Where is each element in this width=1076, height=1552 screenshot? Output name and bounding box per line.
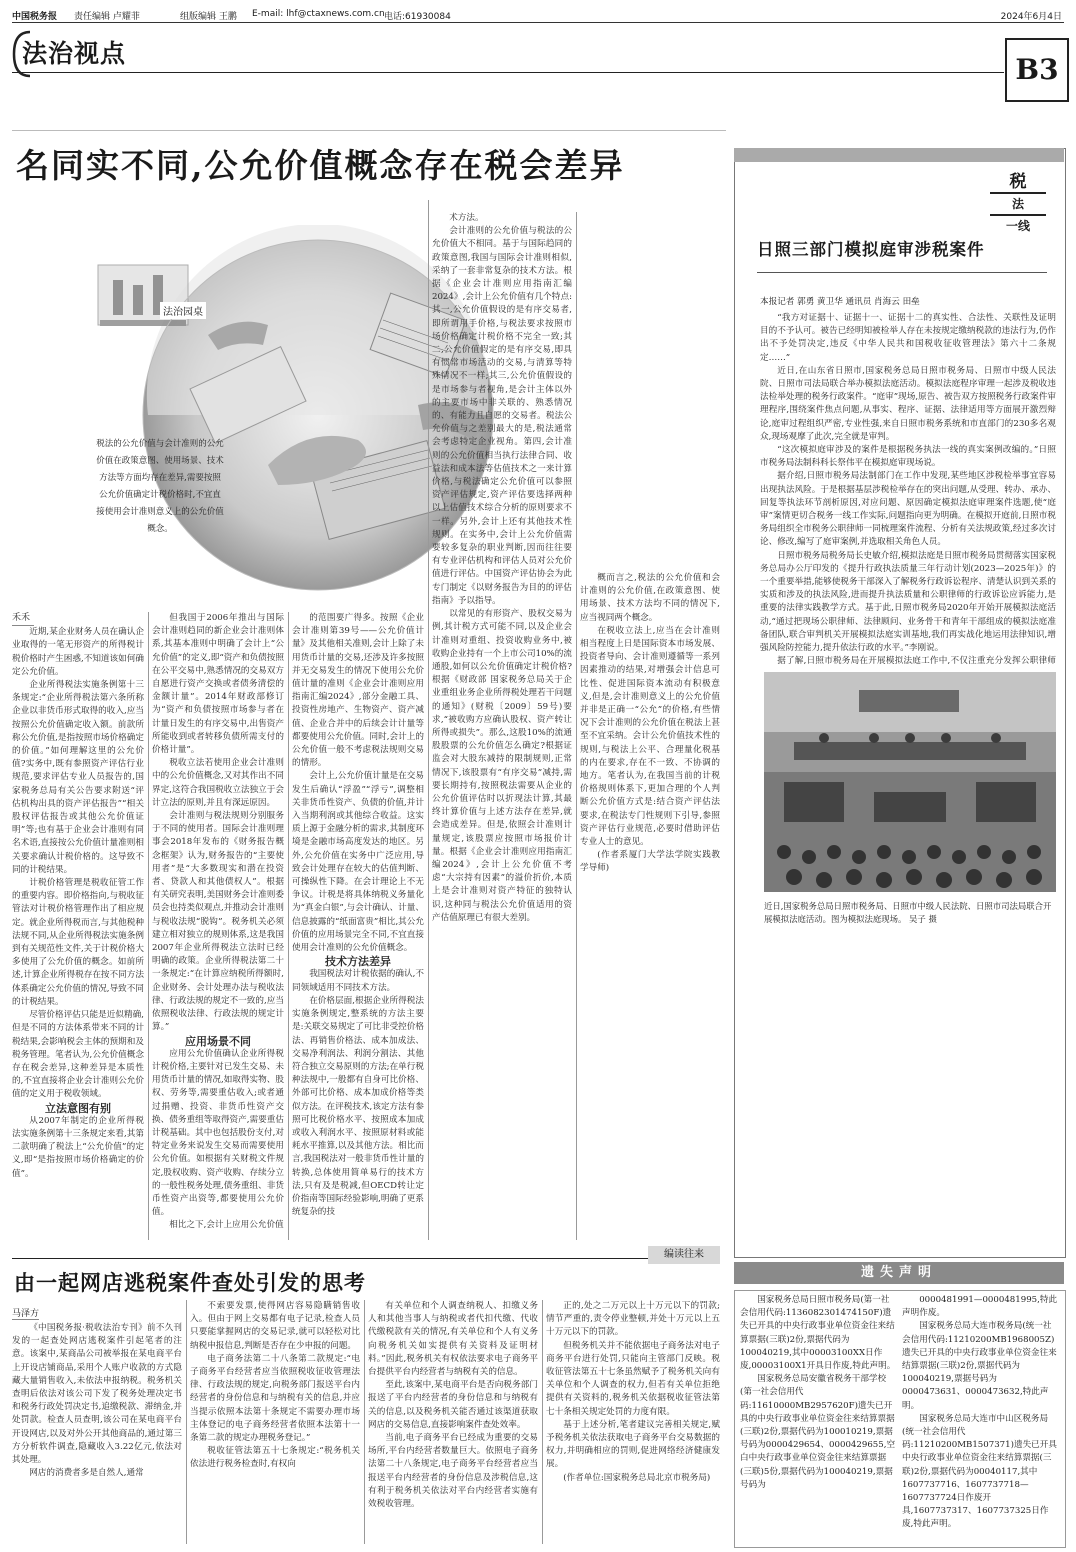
- paragraph: 我国税法对计税依据的确认,不同领域适用不同技术方法。: [292, 969, 424, 993]
- bottom-column-2: [190, 1300, 360, 1544]
- paragraph: 税收立法若使用企业会计准则中的公允价值概念,又对其作出不同界定,这符合我国税收立法独立于会计立法的原则,并且有深远原因。: [152, 758, 284, 808]
- notice-column-2: [902, 1294, 1058, 1542]
- paragraph: 但税务机关并不能依据电子商务法对电子商务平台进行处罚,只能向主管部门反映。税收征管法第五十七条虽然赋予了税务机关向有关单位和个人调查的权力,但若有关单位拒绝提供有关资料的,税务机关依据税收征管法第七十条相关规定处罚的力度有限。: [546, 1340, 720, 1417]
- paragraph: 计税价格管理是税收征管工作的重要内容。即价格指向,与税收征管法对计税价格管理作出了相应规定。就企业所得税而言,与其他税种法规不同,从企业所得税法实施条例到有关规范性文件,关于计税价格大多使用了公允价值的概念。如前所述,计算企业所得税存在按不同方法体系确定公允价值的情况,导致不同的计税结果。: [12, 878, 144, 1007]
- paragraph: 会计上,公允价值计量是在交易发生后确认“浮盈”“浮亏”,调整相关非货币性资产、负债的价值,并计入当期利润或其他综合收益。这实质上源于金融分析的需求,其制度环境是金融市场高度发达的地区。另外,公允价值在实务中广泛应用,导致会计处理存在较大的估值判断、可操纵性下降。在会计理论上不无争议。计税是将具体纳税义务量化为“真金白银”,与会计确认、计量、信息披露的“纸面富贵”相比,其公允价值的应用场景完全不同,不宜直接使用会计准则的公允价值概念。: [292, 771, 424, 954]
- paragraph: 据介绍,日照市税务局法制部门在工作中发现,某些地区涉税检举事宜容易出现执法风险。于是根据基层涉税检举存在的突出问题,从受理、转办、承办、回复等执法环节剖析原因,对应问题、原因确定模拟法庭审理案件选题,使“庭审”案情更切合税务一线工作实际,问题指向更为明确。在模拟开庭前,日照市税务局组织全市税务公职律师一同梳理案件流程、分析有关法规政策,经过多次讨论、修改,编写了庭审案例,并选取相关角色人员。: [760, 471, 1056, 548]
- section-rule: [12, 72, 1004, 73]
- paragraph: 近日,在山东省日照市,国家税务总局日照市税务局、日照市中级人民法院、日照市司法局联合举办模拟法庭活动。模拟法庭程序审理一起涉及税收违法检举处理的税务行政案件。“庭审”现场,原告、被告双方按照税务行政案件审理程序,围绕案件焦点问题,从事实、程序、证据、法律适用等方面展开激烈辩论,庭审过程组织严密,专业性强,来自日照市税务系统和市直部门的230多名观众,现场观摩了此次,完全就是审判。: [760, 365, 1056, 442]
- notice-column-1: [740, 1294, 896, 1542]
- issue-date: 2024年6月4日: [1000, 12, 1062, 22]
- paragraph: 网店的消费者多是自然人,通常: [29, 1468, 144, 1479]
- email: E-mail: lhf@ctaxnews.com.cn: [252, 9, 385, 19]
- divider: [757, 272, 1047, 273]
- paragraph: 会计准则与税法规则分别服务于不同的使用者。国际会计准则理事会2018年发布的《财务报告概念框架》认为,财务报告的“主要使用者”是“大多数现实和潜在投资者、贷款人和其他债权人”。根据有关研究表明,美国财务会计准则委员会也持类似观点,并推动会计准则与税收法规“脱钩”。税务机关必须建立相对独立的规则体系,这是我国2007年企业所得税法立法时已经明确的政策。企业所得税法第二十一条规定:“在计算应纳税所得额时,企业财务、会计处理办法与税收法律、行政法规的规定不一致的,应当依照税收法律、行政法规的规定计算。”: [152, 811, 284, 1033]
- column-tag: 编读往来: [648, 1246, 720, 1264]
- bottom-column-4: [546, 1300, 720, 1544]
- paragraph: 当前,电子商务平台已经成为重要的交易场所,平台内经营者数量巨大。依照电子商务法第二十八条规定,电子商务平台经营者应当报送平台内经营者的身份信息及涉税信息,这有利于税务机关依法对平台内经营者实施有效税收管理。: [368, 1433, 538, 1510]
- paragraph: 的范围要广得多。按照《企业会计准则第39号——公允价值计量》及其他相关准则,会计上除了未用货币计量的交易,还涉及许多按照并无交易发生的情况下使用公允价值计量的准则《企业会计准则应用指南汇编2024》,部分金融工具、投资性房地产、生物资产、资产减值、企业合并中的后续会计计量等都要使用公允价值。同时,会计上的公允价值一般不考虑税法规则交易的情形。: [292, 613, 424, 769]
- paragraph: 以常见的有形资产、股权交易为例,其计税方式可能不同,以及企业会计准则对重组、投资收购业务中,被收购企业持有一个上市公司10%的流通股,如何以公允价值确定计税价格?根据《财政部 国家税务总局关于企业重组业务企业所得税处理若干问题的通知》(财税〔2009〕59号)要求,“被收购方应确认股权、资产转让所得或损失”。那么,这股10%的流通股股票的公允价值怎么确定?根据证监会对大股东减持的限制规则,正常情况下,该股票有“有序交易”减持,需要长期持有,按照税法需要从企业的公允价值评估时以折现法计算,其最终计算价值与上述方法存在差异,就会造成差异。但是,依照会计准则计量规定,该股票应按照市场报价计量。根据《企业会计准则应用指南汇编2024》,会计上公允价值不考虑“大宗持有因素”的溢价折价,本质上是会计准则对资产特征的独特认识,这种同与税法公允价值适用的资产估值原理已有很大差别。: [432, 609, 572, 923]
- notice-title: 遗失声明: [734, 1262, 1064, 1284]
- notice-item: 国家税务总局安徽省税务干部学校(第一社会信用代码:11610000MB2957620F)遗失已开具的中央行政事业单位资金往来结算票据(三联)2份,票据代码为100010219,票据号码为0000429654、0000429655,空白中央行政事业单位资金往来结算票据(三联)5份,票据代码为100040219,票据号码为: [740, 1374, 896, 1490]
- bottom-headline: 由一起网店逃税案件查处引发的思考: [14, 1270, 366, 1295]
- paragraph: 尽管价格评估只能是近似精确,但是不同的方法体系带来不同的计税结果,会影响税会主体的预期和及税务管理。笔者认为,公允价值概念存在税会差异,这种差异是本质性的,不宜直接将企业会计准则公允价值的定义用于税收领域。: [12, 1010, 144, 1100]
- layout-editor: 组版编辑 王鹏: [180, 12, 237, 22]
- logo-char: 一线: [1005, 219, 1030, 233]
- column-logo: [990, 172, 1046, 232]
- paragraph: 基于上述分析,笔者建议完善相关规定,赋予税务机关依法获取电子商务平台交易数据的权力,并明确相应的罚则,促进网络经济健康发展。: [546, 1419, 720, 1470]
- bottom-author: 马泽方: [12, 1306, 39, 1320]
- paragraph: 会计准则的公允价值与税法的公允价值大不相同。基于与国际趋同的政策意图,我国与国际会计准则相似,采纳了一套非常复杂的技术方法。根据《企业会计准则应用指南汇编2024》,会计上公允价值有几个特点:其一,公允价值假设的是有序交易者,即所谓用手价格,与税法要求按照市场价格确定计税价格不完全一致;其二,公允价值假定的是有序交易,即具有惯常市场活动的交易,与清算等特殊情况不一样;其三,公允价值假设的是市场参与者视角,是会计主体以外的主要市场中非关联的、熟悉情况的、有能力且自愿的交易者。税法公允价值与之差别最大的是,税法通常会考虑特定企业视角。第四,会计准则的公允价值相当执行法律合同、收益法和成本法等估值技术之一来计算价格,与税法确定公允价值可以参照资产评估规定,资产评估要选择两种以上估值技术综合分析的原则要求不一样。另外,会计上还有其他技术性规则。在实务中,会计上公允价值需要较多复杂的职业判断,因而往往要有专业评估机构和评估人员对公允价值进行评估。中国资产评估协会为此专门制定《以财务报告为目的的评估指南》予以指导。: [432, 226, 572, 606]
- notice-item: 国家税务总局日照市税务局(第一社会信用代码:1136082301474150F)遗失已开具的中央行政事业单位资金往来结算票据(三联)2份,票据代码为100040219,其中00003100XX日作废,00003100X1开具日作废,特此声明。: [740, 1295, 896, 1372]
- notice-item: 国家税务总局大连市税务局(统一社会信用代码:11210200MB1968005Z)遗失已开具的中央行政事业单位资金往来结算票据(三联)2份,票据代码为100040219,票据号码为0000473631、0000473632,特此声明。: [902, 1321, 1057, 1411]
- logo-char: 税: [1009, 172, 1027, 192]
- paragraph: 相比之下,会计上应用公允价值: [169, 1220, 284, 1231]
- sidebar-byline: 本报记者 郭勇 黄卫华 通讯员 肖海云 田垒: [760, 297, 920, 307]
- page-header: [12, 4, 1064, 23]
- paper-name: 中国税务报: [12, 12, 58, 22]
- courtroom-photo: [764, 672, 1056, 892]
- column-tag: 法治园桌: [160, 302, 206, 319]
- paragraph: 至此,该案中,某电商平台是否向税务部门报送了平台内经营者的身份信息和与纳税有关的信息,以及税务机关能否通过该渠道获取网店的交易信息,直接影响案件查处效率。: [368, 1380, 538, 1430]
- paragraph: 在税收立法上,应当在会计准则相当程度上日是国际资本市场发展、投资者导向、会计准则遵循等一系列因素推动的结果,对增强会计信息可比性、促进国际资本流动有积极意义,但是,会计准则意义上的公允价值并非是正确一“公允”的价格,有些情况下会计准则的公允价值在税法上甚至不宜采纳。会计公允价值技术性的规则,与税法上公平、合理量化税基的内在要求,存在不一致、不协调的地方。笔者认为,在我国当前的计税价格规则体系下,更加合理的个人判断公允价值方式是:结合资产评估法要求,在税法专门性规则下引导,参照资产评估行业规范,必要时借助评估专业人士的意见。: [580, 625, 720, 848]
- column-rule: [576, 212, 577, 1240]
- paragraph: 正的,处之二万元以上十万元以下的罚款;情节严重的,责令停业整顿,并处十万元以上五十万元以下的罚款。: [546, 1301, 720, 1338]
- column-rule: [186, 1300, 187, 1544]
- author: 禾禾: [12, 612, 34, 626]
- divider: [12, 1258, 718, 1259]
- notice-item: 国家税务总局大连市中山区税务局(统一社会信用代码:11210200MB1507371)遗失已开具中央行政事业单位资金往来结算票据(三联)2份,票据代码为00040117,其中1607737716、1607737718—1607737724日作废开具,1607737317、1607737325日作废,特此声明。: [902, 1413, 1057, 1530]
- page-number: B3: [1005, 38, 1069, 102]
- paragraph: “这次模拟庭审涉及的案件是根据税务执法一线的真实案例改编的。”日照市税务局法制科科长祭伟平在模拟庭审现场说。: [760, 445, 1056, 469]
- paragraph: 企业所得税法实施条例第十三条规定:“企业所得税法第六条所称企业以非货币形式取得的收入,应当按照公允价值确定收入额。前款所称公允价值,是指按照市场价格确定的价值。”如何理解这里的公允价值?实务中,既有参照资产评估行业规范,要求评估专业人员报告的,国家税务总局有关公告要求附送“评估机构出具的资产评估报告”“相关股权评估报告或其他公允价值证明”等;也有基于企业会计准则有同名术语,直接按公允价值计量准则相关要求确认计税价格的。这导致不同的计税结果。: [12, 680, 144, 875]
- paragraph: 在价格层面,根据企业所得税法实施条例规定,整系统的方法主要是:关联交易规定了可比非受控价格法、再销售价格法、成本加成法、交易净利润法、利润分割法、其他符合独立交易原则的方法;在单行税种法规中,一般都有自身可比价格、外部可比价格、成本加成价格等类似方法。在评税技术,该定方法有参照可比税价格水平、按照成本加成或收入利润水平、按照原材料或能耗水平推算,以及其他方法。相比而言,我国税法对一般非货币性计量的转换,总体使用简单易行的技术方法,只有及是税减,但OECD转让定价指南等国际经验影响,明确了更系统复杂的技: [292, 995, 424, 1218]
- paragraph: 近期,某企业财务人员在确认企业取得的一笔无形资产的所得税计税价格时产生困惑,不知道该如何确定公允价值。: [12, 627, 144, 677]
- paragraph: 从2007年制定的企业所得税法实施条例第十三条规定来看,其第二款明确了税法上“公允价值”的定义,即“是指按照市场价格确定的价值”。: [12, 1115, 144, 1179]
- column-rule: [288, 612, 289, 1240]
- bottom-column-1: [12, 1322, 182, 1544]
- paragraph: 应用公允价值确认企业所得税计税价格,主要针对已发生交易、未用货币计量的情况,如取得实物、股权、劳务等,需要重估收入;或者通过捐赠、投资、非货币性资产交换、债务重组等取得资产,需要重估计税基础。其中也包括股份支付,对特定业务来说发生交易而需要使用公允价值。如根据有关财税文件规定,股权收购、资产收购、存续分立的一般性税务处理,债务重组、非货币性资产出资等,都要使用公允价值。: [152, 1048, 284, 1218]
- photo-caption: 近日,国家税务总局日照市税务局、日照市中级人民法院、日照市司法局联合开展模拟法庭活动。图为模拟法庭现场。 吴子 摄: [764, 901, 1052, 924]
- notice-item: 0000481991—0000481995,特此声明作废。: [902, 1295, 1058, 1319]
- column-rule: [364, 1300, 365, 1544]
- article-column-1: [12, 612, 144, 1240]
- column-rule: [542, 1300, 543, 1544]
- paragraph: 日照市税务局税务局长史敏介绍,模拟法庭是日照市税务局贯彻落实国家税务总局办公厅印发的《提升行政执法质量三年行动计划(2023—2025年)》的一个重要举措,能够使税务干部深入了解税务行政诉讼程序、清楚认识到关系的实质和涉及的执法风险,进而提升执法质量和公职律师的行政诉讼应诉能力,是重要的法律实践教学方式。基于此,日照市税务局2020年开始开展模拟法庭活动,“通过把现场公职律师、法律顾问、业务骨干和青年干部组成的模拟法庭准备团队,联合审判机关开展模拟法庭实训基地,我们再实战化地运用法律知识,增强风险防控能力,提升依法行政的水平。”李刚说。: [760, 550, 1056, 654]
- sidebar-headline: 日照三部门模拟庭审涉税案件: [757, 240, 985, 259]
- editor: 责任编辑 卢耀菲: [74, 12, 140, 22]
- divider: [12, 130, 726, 131]
- sidebar-body: [760, 312, 1056, 666]
- author-note: (作者系厦门大学法学院实践教学导师): [580, 850, 720, 874]
- bottom-column-3: [368, 1300, 538, 1544]
- column-rule: [148, 612, 149, 1240]
- article-column-4: [432, 212, 572, 1240]
- sidebar-band: [734, 148, 1064, 162]
- paragraph: 概而言之,税法的公允价值和会计准则的公允价值,在政策意图、使用场景、技术方法均不同的情况下,应当视同两个概念。: [580, 573, 720, 623]
- paragraph: “我方对证据十、证据十一、证据十二的真实性、合法性、关联性及证明目的不予认可。被告已经明知被检举人存在未按规定缴纳税款的违法行为,仍作出不予处罚决定,违反《中华人民共和国税收征收管理法》第六十二条规定……”: [760, 313, 1056, 363]
- main-headline: 名同实不同,公允价值概念存在税会差异: [16, 146, 625, 185]
- article-column-5: [580, 212, 720, 1240]
- logo-char: 法: [990, 192, 1046, 216]
- pull-quote: 税法的公允价值与会计准则的公允价值在政策意图、使用场景、技术方法等方面均存在差异,需要按照公允价值确定计税价格时,不宜直接使用会计准则意义上的公允价值概念。: [96, 439, 224, 534]
- paragraph: 有关单位和个人调查纳税人、扣缴义务人和其他当事人与纳税或者代扣代缴、代收代缴税款有关的情况,有关单位和个人有义务向税务机关如实提供有关资料及证明材料。”因此,税务机关有权依法要求电子商务平台提供平台内经营者与纳税有关的信息。: [368, 1301, 538, 1378]
- paragraph: 电子商务法第二十八条第二款规定:“电子商务平台经营者应当依照税收征收管理法律、行政法规的规定,向税务部门报送平台内经营者的身份信息和与纳税有关的信息,并应当提示依照本法第十条规定不需要办理市场主体登记的电子商务经营者依照本法第十一条第二款的规定办理税务登记。”: [190, 1353, 360, 1444]
- column-rule: [428, 200, 429, 1240]
- paragraph: 税收征管法第五十七条规定:“税务机关依法进行税务检查时,有权向: [190, 1446, 360, 1470]
- subheading: 立法意图有别: [45, 1101, 111, 1115]
- author-note: (作者单位:国家税务总局北京市税务局): [563, 1472, 711, 1483]
- paragraph: 《中国税务报·税收法治专刊》前不久刊发的一起查处网店逃税案件引起笔者的注意。该案中,某商品公司被举报在某电商平台上开设店铺商品,采用个人账户收款的方式隐藏大量销售收入,未依法申报纳税。税务机关查明后依法对该公司下发了税务处理决定书和税务行政处罚决定书,追缴税款、滞纳金,并处罚款。检查人员查明,该公司在某电商平台开设网店,以及对外公开其他商品的,通过第三方分析软件调查,隐藏收入3.22亿元,依法对其处理。: [12, 1323, 182, 1466]
- subheading: 技术方法差异: [325, 955, 391, 969]
- column-spacer: [580, 212, 720, 572]
- article-column-3: [292, 612, 424, 1240]
- paragraph: 术方法。: [449, 213, 484, 223]
- paragraph: 不索要发票,使得网店容易隐瞒销售收入。但由于网上交易都有电子记录,检查人员只要能掌握网店的交易记录,就可以轻松对比纳税申报信息,判断是否存在少申报的问题。: [190, 1301, 360, 1351]
- paragraph: 据了解,日照市税务局在开展模拟法庭工作中,不仅注重充分发挥公职律师: [777, 656, 1056, 666]
- subheading: 应用场景不同: [185, 1034, 251, 1048]
- phone: 电话:61930084: [384, 12, 451, 22]
- article-column-2: [152, 612, 284, 1240]
- paragraph: 但我国于2006年推出与国际会计准则趋同的新企业会计准则体系,其基本准则中明确了会计上“公允价值”的定义,即“资产和负债按照在公平交易中,熟悉情况的交易双方自愿进行资产交换或者债务清偿的金额计量”。2014年财政部修订为“资产和负债按照市场参与者在计量日发生的有序交易中,出售资产所能收到或者转移负债所需支付的价格计量”。: [152, 613, 284, 756]
- section-title: 法治视点: [22, 39, 127, 68]
